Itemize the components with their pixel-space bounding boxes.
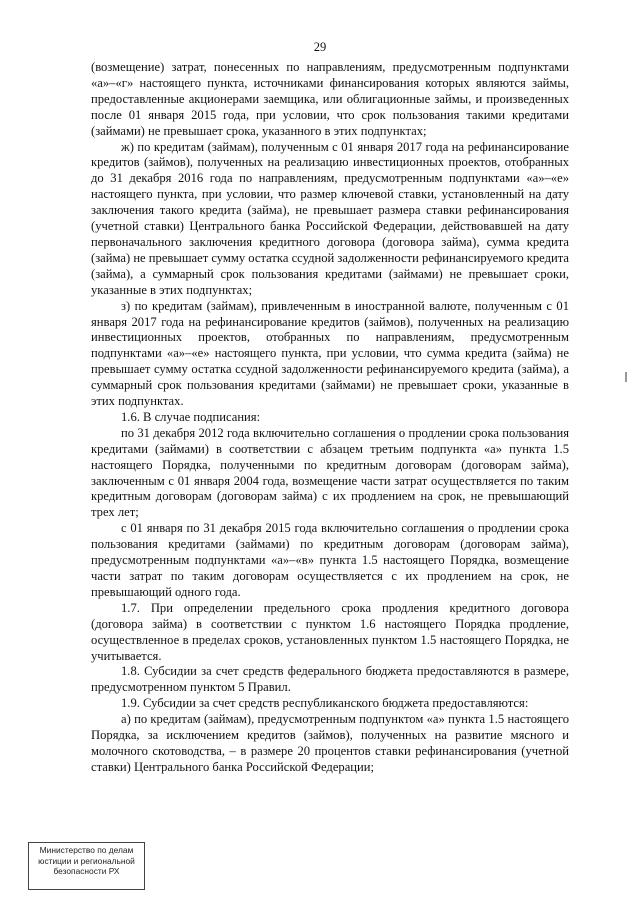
paragraph: з) по кредитам (займам), привлеченным в иностранной валюте, полученным с 01 января 2017 года на рефинансирование кредитов (займов), полученных на реализацию инвестиционных проектов, отобранных по направлениям, предусмотренным подпунктами «а»–«е» настоящего пункта, при условии, что сумма кредита (займа) не превышает сумму остатка ссудной задолженности рефинансируемого кредита (займа), а суммарный срок пользования кредитами (займами) не превышает сроки, указанные в этих подпунктах. — [91, 298, 569, 409]
paragraph: (возмещение) затрат, понесенных по направлениям, предусмотренным подпунктами «а»–«г» настоящего пункта, источниками финансирования которых являются займы, предоставленные акционерами заемщика, или облигационные займы, и произведенных после 01 января 2015 года, при условии, что срок пользования такими кредитами (займами) не превышает срока, указанного в этих подпунктах; — [91, 60, 569, 138]
paragraph: 1.9. Субсидии за счет средств республиканского бюджета предоставляются: — [121, 696, 529, 711]
paragraph: ж) по кредитам (займам), полученным с 01 января 2017 года на рефинансирование кредитов (займов), полученных на реализацию инвестиционных проектов, отобранных до 31 декабря 2016 года по направлениям, предусмотренным подпунктами «а»–«е» настоящего пункта, при условии, что размер ключевой ставки, установленный на дату заключения такого кредита (займа), не превышает размера ставки рефинансирования (учетной ставки) Центрального банка Российской Федерации, действовавшей на дату первоначального заключения кредитного договора (договора займа), сумма кредита (займа) не превышает сумму остатка ссудной задолженности рефинансируемого кредита (займа), а суммарный срок пользования кредитами (займами) не превышает сроки, указанные в этих подпунктах; — [91, 139, 570, 297]
ministry-stamp — [28, 842, 145, 890]
page-number: 29 — [313, 40, 327, 54]
body-text — [91, 60, 569, 776]
stamp-line: юстиции и региональной — [38, 855, 135, 866]
stamp-line: Министерство по делам — [39, 845, 134, 855]
paragraph: по 31 декабря 2012 года включительно соглашения о продлении срока пользования кредитами (займами) в соответствии с абзацем третьим подпункта «а» пункта 1.5 настоящего Порядка, полученными по кредитным договорам (договорам займа), заключенным с 01 января 2004 года, возмещение части затрат осуществляется по таким кредитным договорам (договорам займа) с их продлением на срок, не превышающий трех лет; — [91, 425, 569, 520]
stamp-line: безопасности РХ — [53, 866, 120, 876]
paragraph: 1.6. В случае подписания: — [121, 409, 261, 424]
paragraph: с 01 января по 31 декабря 2015 года включительно соглашения о продлении срока пользования кредитами (займами) по кредитным договорам (договорам займа), предусмотренным подпунктами «а»–«в» пункта 1.5 настоящего Порядка, возмещение части затрат по таким договорам осуществляется с их продлением на срок, не превышающий одного года. — [91, 521, 569, 599]
paragraph: 1.8. Субсидии за счет средств федерального бюджета предоставляются в размере, предусмотренном пунктом 5 Правил. — [91, 664, 569, 695]
paragraph: а) по кредитам (займам), предусмотренным подпунктом «а» пункта 1.5 настоящего Порядка, за исключением кредитов (займов), полученных на развитие мясного и молочного скотоводства, – в размере 20 процентов ставки рефинансирования (учетной ставки) Центрального банка Российской Федерации; — [91, 712, 569, 774]
paragraph: 1.7. При определении предельного срока продления кредитного договора (договора займа) в соответствии с пунктом 1.6 настоящего Порядка продление, осуществленное в пределах сроков, установленных пунктом 1.5 настоящего Порядка, не учитывается. — [91, 600, 569, 663]
scan-artifact — [625, 372, 627, 382]
